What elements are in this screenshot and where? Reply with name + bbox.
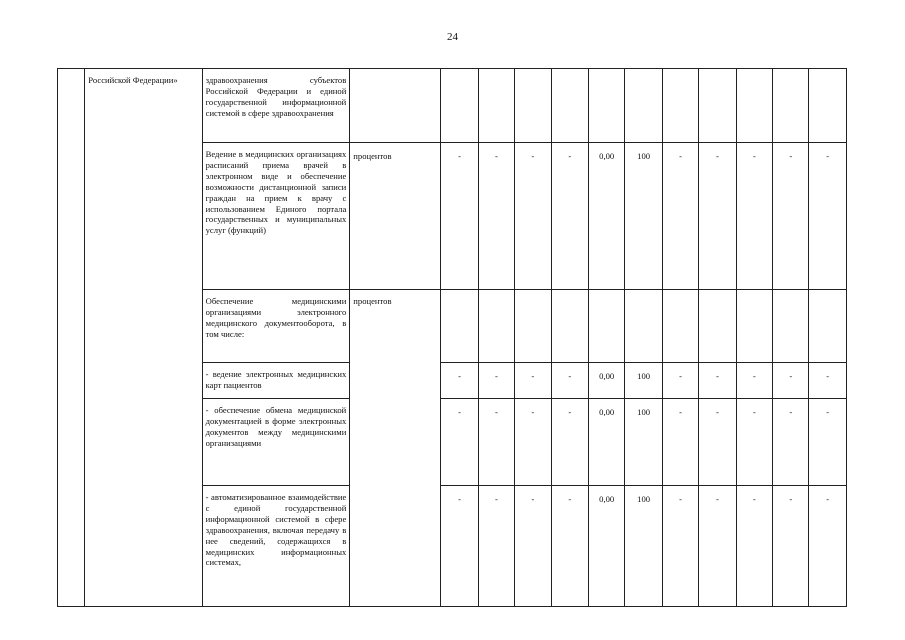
value-cell <box>515 69 551 143</box>
value-cell <box>588 290 624 363</box>
value-cell: - <box>736 363 772 399</box>
value-cell <box>551 290 588 363</box>
indicators-table <box>57 68 847 607</box>
description-cell: - обеспечение обмена медицинской документацией в форме электронных документов между медицинскими организациями <box>202 399 350 486</box>
value-cell: - <box>441 143 478 290</box>
table-row <box>58 69 847 143</box>
value-cell: 100 <box>625 486 662 607</box>
description-cell: Обеспечение медицинскими организациями электронного медицинского документооборота, в том числе: <box>202 290 350 363</box>
value-cell <box>515 290 551 363</box>
value-cell: - <box>736 399 772 486</box>
value-cell: - <box>551 143 588 290</box>
value-cell: - <box>809 363 847 399</box>
value-cell: - <box>441 486 478 607</box>
value-cell <box>551 69 588 143</box>
value-cell: - <box>736 486 772 607</box>
value-cell: - <box>809 143 847 290</box>
value-cell: - <box>478 363 514 399</box>
value-cell <box>662 290 698 363</box>
value-cell <box>625 290 662 363</box>
value-cell: - <box>773 363 809 399</box>
region-cell: Российской Федерации» <box>85 69 202 607</box>
value-cell: - <box>551 486 588 607</box>
value-cell <box>773 69 809 143</box>
value-cell: - <box>478 399 514 486</box>
description-cell: - ведение электронных медицинских карт пациентов <box>202 363 350 399</box>
value-cell <box>699 290 736 363</box>
value-cell: 100 <box>625 399 662 486</box>
unit-cell: процентов <box>350 143 441 290</box>
value-cell: - <box>699 143 736 290</box>
value-cell: - <box>662 486 698 607</box>
value-cell <box>809 69 847 143</box>
index-cell <box>58 69 85 607</box>
value-cell: - <box>441 363 478 399</box>
value-cell: - <box>662 399 698 486</box>
value-cell: - <box>515 399 551 486</box>
value-cell: - <box>551 399 588 486</box>
value-cell <box>478 69 514 143</box>
value-cell <box>441 69 478 143</box>
value-cell: - <box>809 399 847 486</box>
value-cell: - <box>699 363 736 399</box>
value-cell: - <box>736 143 772 290</box>
value-cell: - <box>478 143 514 290</box>
value-cell <box>736 290 772 363</box>
value-cell: - <box>699 486 736 607</box>
value-cell: 0,00 <box>588 143 624 290</box>
unit-cell: процентов <box>350 290 441 607</box>
value-cell <box>478 290 514 363</box>
value-cell: - <box>551 363 588 399</box>
value-cell: - <box>809 486 847 607</box>
value-cell: - <box>773 143 809 290</box>
value-cell: 100 <box>625 143 662 290</box>
value-cell <box>441 290 478 363</box>
value-cell: - <box>441 399 478 486</box>
value-cell: - <box>478 486 514 607</box>
unit-cell <box>350 69 441 143</box>
value-cell: - <box>699 399 736 486</box>
value-cell <box>773 290 809 363</box>
value-cell <box>699 69 736 143</box>
description-cell: здравоохранения субъектов Российской Федерации и единой государственной информационной системой в сфере здравоохранения <box>202 69 350 143</box>
value-cell: - <box>515 486 551 607</box>
value-cell: - <box>773 399 809 486</box>
value-cell <box>662 69 698 143</box>
value-cell <box>625 69 662 143</box>
description-cell: - автоматизированное взаимодействие с единой государственной информационной системой в сфере здравоохранения, включая передачу в нее сведений, содержащихся в медицинских информационных системах, <box>202 486 350 607</box>
value-cell: - <box>662 363 698 399</box>
value-cell <box>588 69 624 143</box>
value-cell: 0,00 <box>588 486 624 607</box>
description-cell: Ведение в медицинских организациях расписаний приема врачей в электронном виде и обеспечение возможности дистанционной записи граждан на прием к врачу с использованием Единого портала государственных и муниципальных услуг (функций) <box>202 143 350 290</box>
value-cell: - <box>515 143 551 290</box>
value-cell: 100 <box>625 363 662 399</box>
page-number: 24 <box>447 31 458 43</box>
value-cell: 0,00 <box>588 399 624 486</box>
value-cell <box>809 290 847 363</box>
value-cell: - <box>773 486 809 607</box>
value-cell <box>736 69 772 143</box>
value-cell: - <box>662 143 698 290</box>
value-cell: - <box>515 363 551 399</box>
value-cell: 0,00 <box>588 363 624 399</box>
